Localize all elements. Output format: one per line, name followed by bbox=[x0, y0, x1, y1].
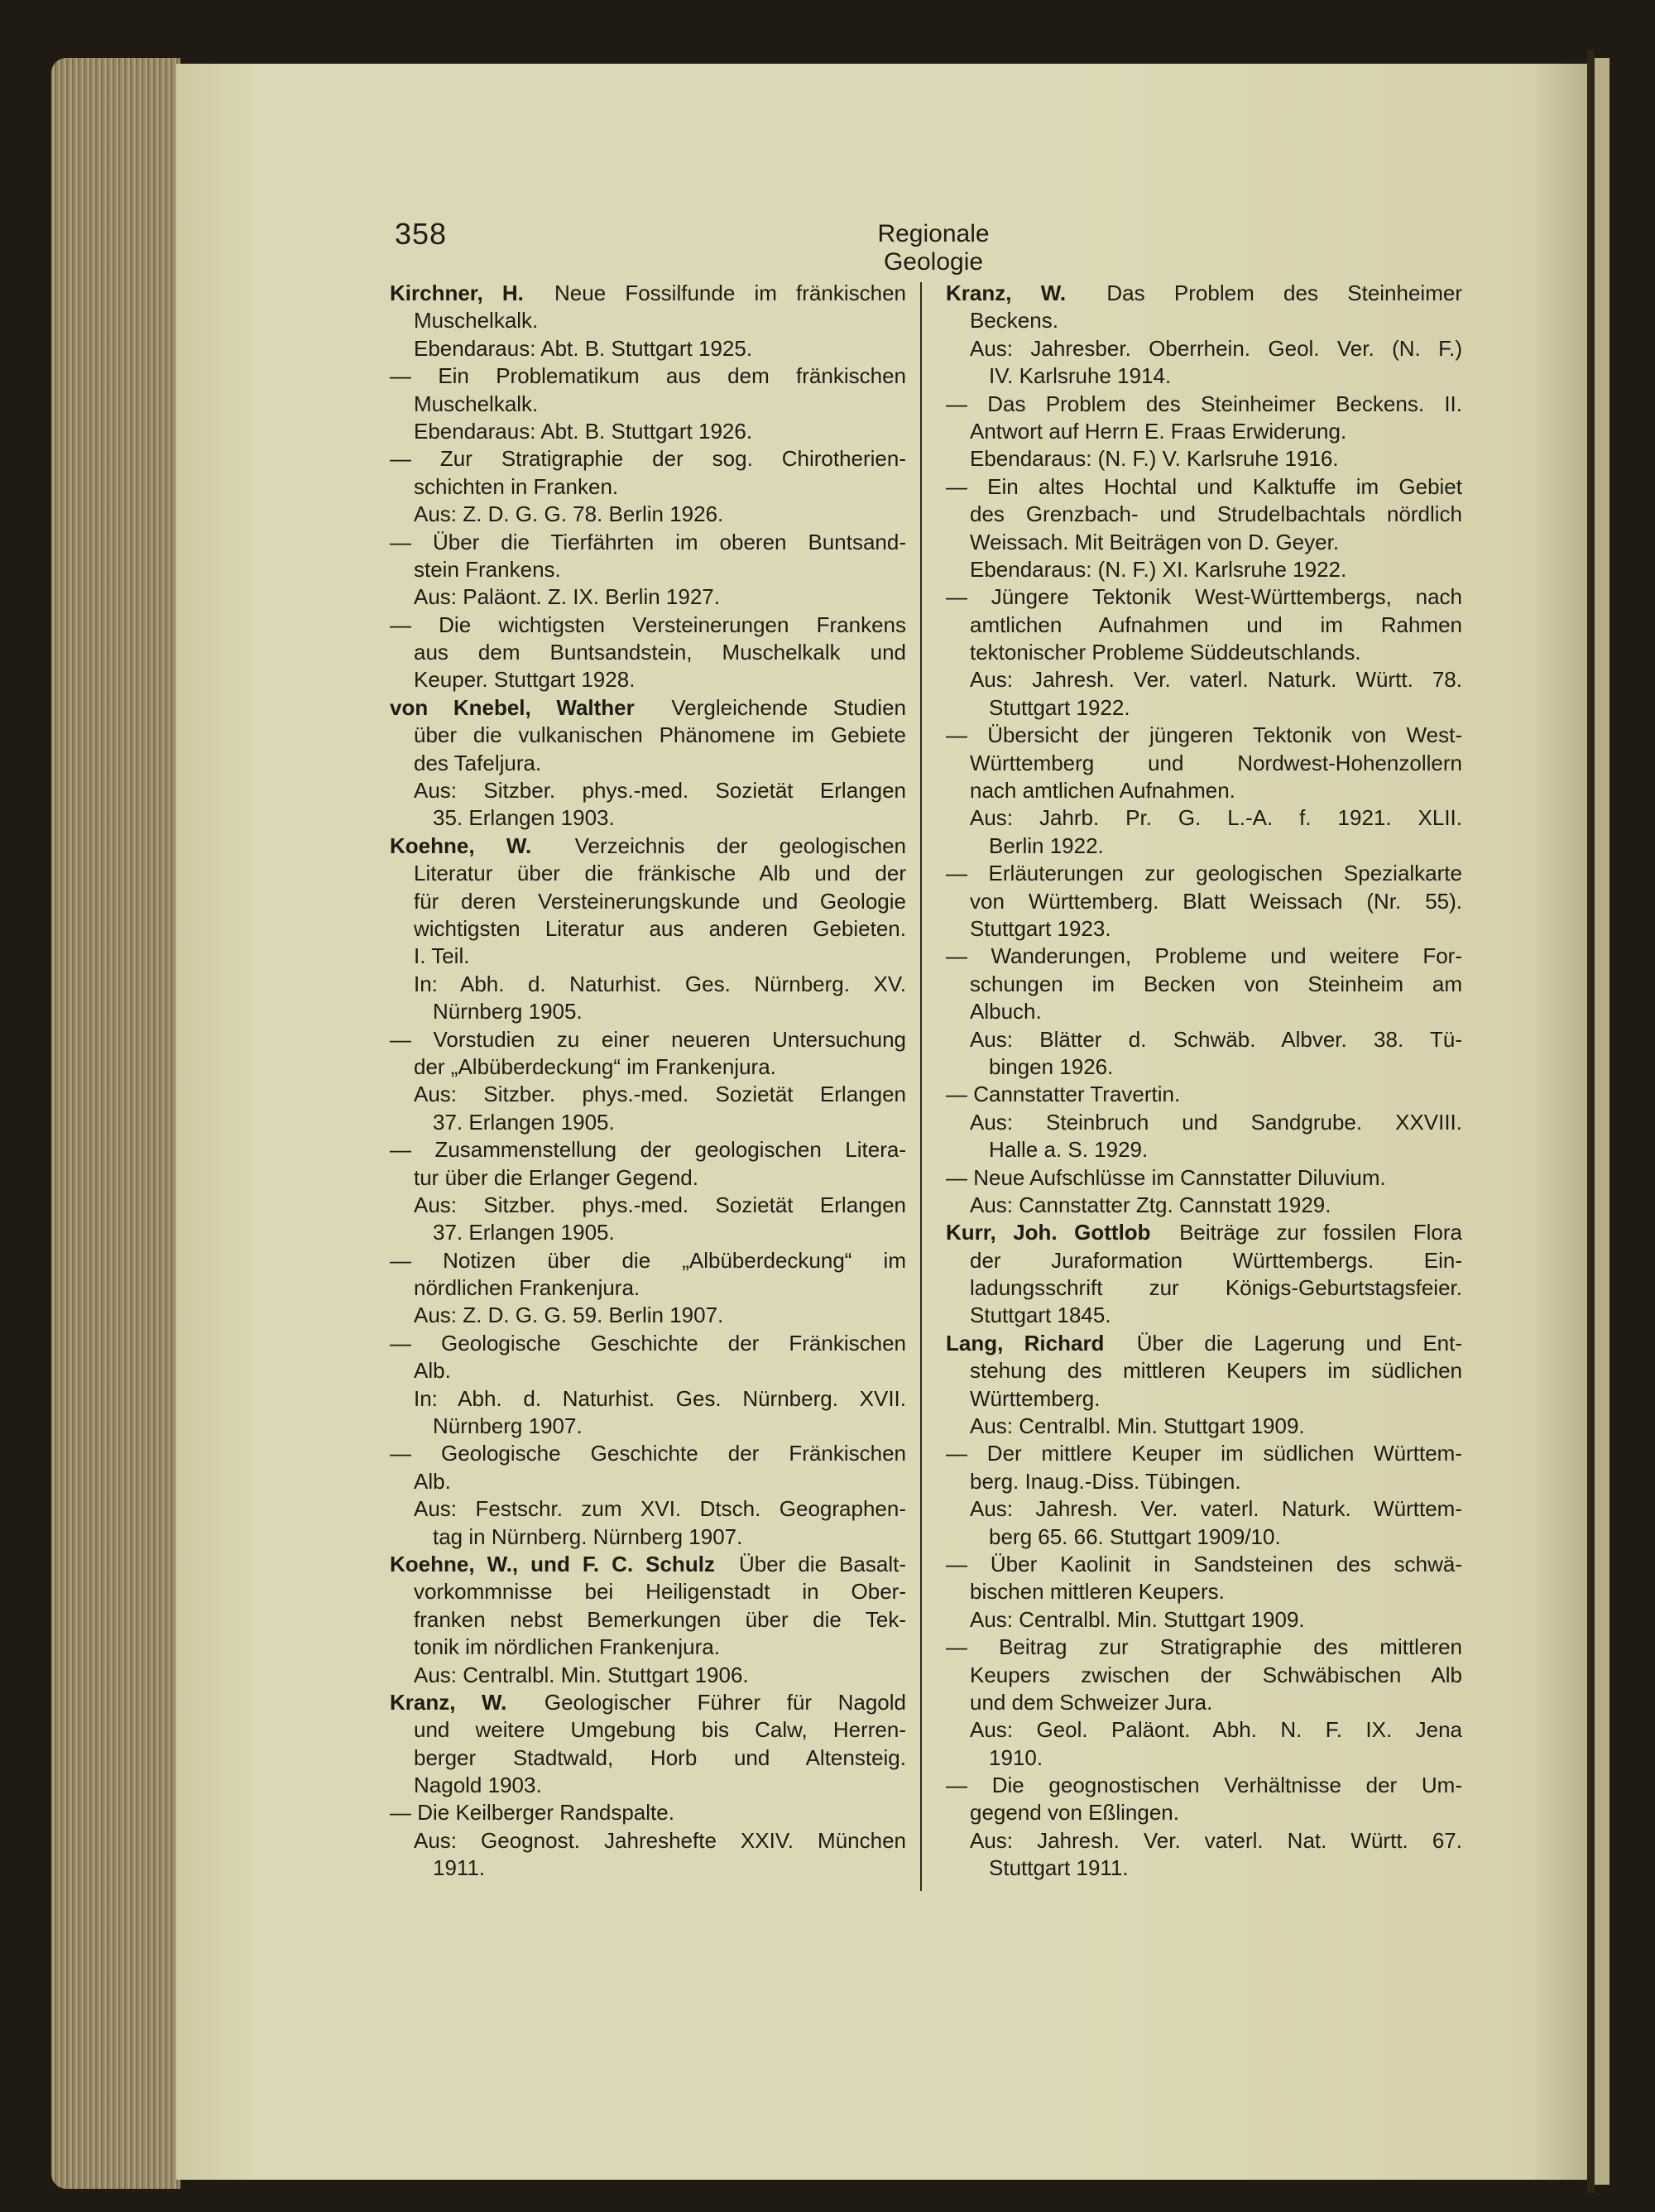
entry-title-text: Württemberg. bbox=[970, 1385, 1101, 1411]
entry-title-line bbox=[390, 694, 906, 722]
entry-title-text: Geologischer Führer für Nagold bbox=[544, 1689, 906, 1715]
entry-title-continuation bbox=[390, 1772, 906, 1799]
bibliography-entry bbox=[946, 722, 1462, 860]
bibliography-entry bbox=[390, 362, 906, 445]
entry-title-line bbox=[390, 445, 906, 473]
entry-title-text: — Geologische Geschichte der Fränkischen bbox=[390, 1441, 906, 1466]
bibliography-entry bbox=[390, 1136, 906, 1247]
entry-title-text: Württemberg und Nordwest-Hohenzollern bbox=[970, 750, 1462, 775]
entry-title-continuation bbox=[390, 639, 906, 666]
bibliography-entry bbox=[946, 280, 1462, 391]
entry-title-line bbox=[390, 280, 906, 307]
entry-title-continuation bbox=[390, 1357, 906, 1384]
entry-title-line bbox=[946, 1772, 1462, 1799]
entry-title-continuation bbox=[390, 1634, 906, 1661]
page-number: 358 bbox=[395, 217, 448, 251]
entry-source-line: Stuttgart 1922. bbox=[989, 694, 1130, 720]
entry-title-text: — Über die Tierfährten im oberen Buntsand- bbox=[390, 529, 906, 554]
entry-title-continuation bbox=[946, 915, 1462, 943]
entry-title-continuation bbox=[946, 1274, 1462, 1302]
entry-title-line bbox=[946, 583, 1462, 611]
entry-title-text: Literatur über die fränkische Alb und der bbox=[414, 861, 906, 886]
entry-title-continuation bbox=[946, 529, 1462, 556]
entry-title-text: I. Teil. bbox=[414, 943, 470, 969]
entry-title-continuation bbox=[390, 391, 906, 418]
entry-source-line: 35. Erlangen 1903. bbox=[433, 805, 615, 831]
bibliography-entry bbox=[946, 1330, 1462, 1441]
entry-title-continuation bbox=[390, 722, 906, 749]
entry-source-line: IV. Karlsruhe 1914. bbox=[989, 363, 1172, 389]
entry-title-line bbox=[390, 1330, 906, 1357]
entry-title-text: — Beitrag zur Stratigraphie des mittleren bbox=[946, 1634, 1462, 1660]
bibliography-entry bbox=[390, 1330, 906, 1441]
entry-author: Kranz, W. bbox=[390, 1689, 507, 1715]
entry-source-line: 37. Erlangen 1905. bbox=[433, 1220, 615, 1245]
entry-author: Kirchner, H. bbox=[390, 281, 524, 305]
entry-title-text: — Zusammenstellung der geologischen Litera- bbox=[390, 1137, 906, 1163]
entry-title-line bbox=[946, 860, 1462, 887]
bibliography-entry bbox=[390, 612, 906, 694]
bibliography-entry bbox=[946, 1440, 1462, 1551]
column-divider bbox=[920, 282, 922, 1891]
entry-title-line bbox=[946, 391, 1462, 418]
entry-title-continuation bbox=[946, 1689, 1462, 1716]
entry-title-text: — Notizen über die „Albüberdeckung“ im bbox=[390, 1247, 906, 1273]
entry-author: Kranz, W. bbox=[946, 281, 1067, 305]
entry-source-line: Aus: Centralbl. Min. Stuttgart 1909. bbox=[970, 1606, 1305, 1632]
entry-author: Kurr, Joh. Gottlob bbox=[946, 1220, 1151, 1245]
entry-title-continuation bbox=[390, 556, 906, 583]
entry-title-text: Muschelkalk. bbox=[414, 391, 539, 416]
entry-source-line: berg 65. 66. Stuttgart 1909/10. bbox=[989, 1523, 1281, 1549]
entry-title-continuation bbox=[390, 888, 906, 915]
entry-title-continuation bbox=[390, 1274, 906, 1302]
entry-source-line: tag in Nürnberg. Nürnberg 1907. bbox=[433, 1523, 743, 1549]
entry-title-continuation bbox=[946, 1247, 1462, 1274]
bibliography-entry bbox=[946, 583, 1462, 722]
entry-title-text: des Grenzbach- und Strudelbachtals nördlich bbox=[970, 501, 1462, 527]
entry-title-text: Über die Basalt- bbox=[738, 1551, 906, 1576]
entry-source-line: Ebendaraus: (N. F.) V. Karlsruhe 1916. bbox=[970, 446, 1339, 472]
entry-title-text: der „Albüberdeckung“ im Frankenjura. bbox=[414, 1053, 776, 1079]
bibliography-entry bbox=[946, 1081, 1462, 1164]
entry-title-line bbox=[390, 1799, 906, 1826]
entry-title-text: — Wanderungen, Probleme und weitere For- bbox=[946, 943, 1462, 969]
entry-title-text: nach amtlichen Aufnahmen. bbox=[970, 778, 1235, 804]
entry-title-text: Stuttgart 1923. bbox=[970, 915, 1111, 941]
entry-title-continuation bbox=[946, 750, 1462, 777]
entry-title-line bbox=[390, 1551, 906, 1578]
entry-title-line bbox=[390, 612, 906, 639]
entry-title-text: ladungsschrift zur Königs-Geburtstagsfeier. bbox=[970, 1275, 1462, 1301]
bibliography-entry bbox=[390, 1689, 906, 1800]
entry-source-line: Aus: Blätter d. Schwäb. Albver. 38. Tü- bbox=[970, 1026, 1462, 1052]
entry-title-line bbox=[390, 1247, 906, 1274]
entry-title-text: Alb. bbox=[414, 1468, 451, 1494]
entry-source-line: Nürnberg 1905. bbox=[433, 999, 583, 1024]
entry-title-text: — Erläuterungen zur geologischen Spezialkarte bbox=[946, 861, 1462, 886]
bibliography-entry bbox=[390, 694, 906, 832]
bibliography-entry bbox=[946, 1219, 1462, 1330]
entry-title-continuation bbox=[390, 1053, 906, 1081]
entry-title-text: tonik im nördlichen Frankenjura. bbox=[414, 1634, 720, 1660]
entry-title-text: Verzeichnis der geologischen bbox=[574, 832, 906, 858]
entry-title-text: und dem Schweizer Jura. bbox=[970, 1689, 1213, 1715]
entry-source-line: 1910. bbox=[989, 1744, 1043, 1770]
entry-title-text: Das Problem des Steinheimer bbox=[1106, 281, 1462, 305]
entry-source-line: Aus: Sitzber. phys.-med. Sozietät Erlangen bbox=[414, 1192, 906, 1217]
entry-title-text: wichtigsten Literatur aus anderen Gebieten. bbox=[414, 915, 906, 941]
entry-title-continuation bbox=[390, 1744, 906, 1772]
entry-title-text: Keuper. Stuttgart 1928. bbox=[414, 667, 636, 693]
entry-source-line: Aus: Sitzber. phys.-med. Sozietät Erlangen bbox=[414, 778, 906, 804]
bibliography-column-right bbox=[946, 280, 1462, 1883]
entry-source-line: Stuttgart 1911. bbox=[989, 1855, 1129, 1881]
entry-author: Koehne, W., und F. C. Schulz bbox=[390, 1551, 715, 1576]
entry-title-text: über die vulkanischen Phänomene im Gebiete bbox=[414, 722, 906, 748]
entry-title-continuation bbox=[946, 307, 1462, 334]
entry-title-line bbox=[390, 1136, 906, 1164]
entry-title-continuation bbox=[390, 860, 906, 887]
entry-title-line bbox=[390, 1026, 906, 1053]
entry-title-line bbox=[946, 1634, 1462, 1661]
entry-title-text: Keupers zwischen der Schwäbischen Alb bbox=[970, 1662, 1462, 1687]
entry-source-line: Nürnberg 1907. bbox=[433, 1413, 583, 1439]
entry-title-text: — Jüngere Tektonik West-Württembergs, nach bbox=[946, 584, 1462, 610]
entry-title-text: gegend von Eßlingen. bbox=[970, 1800, 1179, 1826]
entry-title-text: stein Frankens. bbox=[414, 556, 561, 582]
entry-title-text: tektonischer Probleme Süddeutschlands. bbox=[970, 640, 1361, 665]
entry-title-continuation bbox=[390, 666, 906, 693]
entry-title-text: — Über Kaolinit in Sandsteinen des schwä- bbox=[946, 1551, 1462, 1576]
entry-source-line: Aus: Geognost. Jahreshefte XXIV. München bbox=[414, 1827, 906, 1853]
bibliography-entry bbox=[390, 280, 906, 362]
entry-title-continuation bbox=[946, 1302, 1462, 1329]
entry-title-continuation bbox=[946, 971, 1462, 998]
entry-source-line: Ebendaraus: Abt. B. Stuttgart 1926. bbox=[414, 418, 753, 444]
entry-source-line: In: Abh. d. Naturhist. Ges. Nürnberg. XV. bbox=[414, 971, 906, 996]
entry-title-text: tur über die Erlanger Gegend. bbox=[414, 1164, 698, 1190]
entry-title-continuation bbox=[946, 418, 1462, 445]
entry-title-line bbox=[946, 943, 1462, 970]
entry-title-line bbox=[390, 832, 906, 860]
bibliography-entry bbox=[946, 1634, 1462, 1772]
bibliography-entry bbox=[946, 1551, 1462, 1634]
entry-title-line bbox=[946, 1081, 1462, 1108]
entry-title-text: Weissach. Mit Beiträgen von D. Geyer. bbox=[970, 529, 1340, 554]
entry-title-text: stehung des mittleren Keupers im südlichen bbox=[970, 1358, 1462, 1384]
entry-title-text: bischen mittleren Keupers. bbox=[970, 1579, 1225, 1605]
entry-title-line bbox=[946, 722, 1462, 749]
entry-title-text: und weitere Umgebung bis Calw, Herren- bbox=[414, 1717, 906, 1743]
bibliography-entry bbox=[390, 1247, 906, 1330]
entry-title-text: Albuch. bbox=[970, 999, 1042, 1024]
entry-title-text: franken nebst Bemerkungen über die Tek- bbox=[414, 1606, 906, 1632]
entry-title-line bbox=[946, 1440, 1462, 1467]
entry-title-text: Neue Fossilfunde im fränkischen bbox=[554, 281, 906, 305]
entry-title-continuation bbox=[946, 1799, 1462, 1826]
entry-title-continuation bbox=[390, 1716, 906, 1744]
book-gutter bbox=[1587, 50, 1595, 2193]
entry-title-text: Stuttgart 1845. bbox=[970, 1303, 1111, 1328]
entry-title-text: — Das Problem des Steinheimer Beckens. II. bbox=[946, 391, 1462, 416]
entry-source-line: In: Abh. d. Naturhist. Ges. Nürnberg. XVII. bbox=[414, 1385, 906, 1411]
entry-author: Koehne, W. bbox=[390, 832, 532, 858]
entry-title-continuation bbox=[390, 307, 906, 334]
entry-title-text: Beiträge zur fossilen Flora bbox=[1179, 1220, 1462, 1245]
entry-source-line: Aus: Centralbl. Min. Stuttgart 1909. bbox=[970, 1413, 1305, 1439]
entry-title-text: Muschelkalk. bbox=[414, 308, 539, 333]
entry-title-continuation bbox=[390, 943, 906, 970]
entry-title-text: Über die Lagerung und Ent- bbox=[1136, 1330, 1462, 1356]
entry-title-text: Nagold 1903. bbox=[414, 1773, 542, 1798]
entry-title-continuation bbox=[390, 1164, 906, 1192]
entry-title-continuation bbox=[390, 1468, 906, 1495]
entry-source-line: Aus: Cannstatter Ztg. Cannstatt 1929. bbox=[970, 1192, 1331, 1217]
entry-title-continuation bbox=[946, 998, 1462, 1025]
bibliography-entry bbox=[946, 391, 1462, 473]
entry-source-line: Ebendaraus: (N. F.) XI. Karlsruhe 1922. bbox=[970, 556, 1347, 582]
entry-title-text: — Ein Problematikum aus dem fränkischen bbox=[390, 363, 906, 389]
entry-title-text: schungen im Becken von Steinheim am bbox=[970, 971, 1462, 996]
entry-source-line: 1911. bbox=[433, 1855, 486, 1881]
entry-title-continuation bbox=[946, 501, 1462, 528]
entry-title-text: — Zur Stratigraphie der sog. Chirotherien- bbox=[390, 446, 906, 472]
entry-title-text: — Die geognostischen Verhältnisse der Um- bbox=[946, 1773, 1462, 1798]
entry-title-text: berger Stadtwald, Horb und Altensteig. bbox=[414, 1744, 906, 1770]
entry-title-text: schichten in Franken. bbox=[414, 473, 619, 499]
entry-title-text: der Juraformation Württembergs. Ein- bbox=[970, 1247, 1462, 1273]
entry-source-line: Halle a. S. 1929. bbox=[989, 1137, 1149, 1163]
entry-title-text: — Geologische Geschichte der Fränkischen bbox=[390, 1330, 906, 1356]
entry-title-line bbox=[390, 1440, 906, 1467]
entry-source-line: Aus: Centralbl. Min. Stuttgart 1906. bbox=[414, 1662, 749, 1687]
entry-title-text: Beckens. bbox=[970, 308, 1058, 333]
entry-title-continuation bbox=[946, 888, 1462, 915]
entry-source-line: Aus: Jahrb. Pr. G. L.-A. f. 1921. XLII. bbox=[970, 805, 1462, 831]
entry-source-line: Ebendaraus: Abt. B. Stuttgart 1925. bbox=[414, 335, 753, 361]
entry-title-text: von Württemberg. Blatt Weissach (Nr. 55). bbox=[970, 888, 1462, 914]
entry-title-continuation bbox=[390, 915, 906, 943]
entry-title-line bbox=[946, 1219, 1462, 1246]
entry-title-text: — Die Keilberger Randspalte. bbox=[390, 1800, 674, 1826]
entry-source-line: 37. Erlangen 1905. bbox=[433, 1109, 615, 1135]
bibliography-entry bbox=[946, 1164, 1462, 1220]
entry-title-text: nördlichen Frankenjura. bbox=[414, 1275, 640, 1301]
bibliography-entry bbox=[390, 1026, 906, 1137]
entry-source-line: Aus: Z. D. G. G. 78. Berlin 1926. bbox=[414, 501, 724, 527]
entry-source-line: Aus: Jahresh. Ver. vaterl. Nat. Württ. 67. bbox=[970, 1827, 1462, 1853]
book-page-edges bbox=[51, 58, 180, 2189]
entry-title-text: — Neue Aufschlüsse im Cannstatter Diluvium. bbox=[946, 1164, 1386, 1190]
entry-title-text: amtlichen Aufnahmen und im Rahmen bbox=[970, 612, 1462, 637]
bibliography-entry bbox=[946, 943, 1462, 1081]
entry-title-continuation bbox=[946, 1578, 1462, 1605]
entry-source-line: Aus: Jahresber. Oberrhein. Geol. Ver. (N. F.) bbox=[970, 335, 1462, 361]
bibliography-column-left bbox=[390, 280, 906, 1883]
entry-title-continuation bbox=[390, 473, 906, 501]
entry-title-line bbox=[946, 473, 1462, 501]
entry-title-text: Antwort auf Herrn E. Fraas Erwiderung. bbox=[970, 418, 1347, 444]
bibliography-entry bbox=[390, 1799, 906, 1882]
entry-title-continuation bbox=[946, 1357, 1462, 1384]
entry-author: von Knebel, Walther bbox=[390, 694, 635, 720]
entry-title-text: — Die wichtigsten Versteinerungen Frankens bbox=[390, 612, 906, 637]
entry-source-line: Aus: Festschr. zum XVI. Dtsch. Geographen- bbox=[414, 1496, 906, 1522]
entry-source-line: bingen 1926. bbox=[989, 1053, 1114, 1079]
entry-title-continuation bbox=[946, 1385, 1462, 1413]
entry-title-text: Alb. bbox=[414, 1358, 451, 1384]
entry-source-line: Aus: Jahresh. Ver. vaterl. Naturk. Württ. 78. bbox=[970, 667, 1462, 693]
entry-title-line bbox=[390, 362, 906, 390]
entry-source-line: Aus: Paläont. Z. IX. Berlin 1927. bbox=[414, 584, 720, 610]
running-title: Regionale Geologie bbox=[877, 220, 990, 276]
facing-page-edge bbox=[1595, 58, 1609, 2185]
entry-title-text: vorkommnisse bei Heiligenstadt in Ober- bbox=[414, 1579, 906, 1605]
entry-title-continuation bbox=[390, 1578, 906, 1605]
bibliography-entry bbox=[390, 445, 906, 528]
bibliography-entry bbox=[390, 832, 906, 1026]
entry-title-continuation bbox=[946, 1662, 1462, 1689]
entry-source-line: Aus: Sitzber. phys.-med. Sozietät Erlangen bbox=[414, 1082, 906, 1107]
entry-title-line bbox=[390, 529, 906, 556]
bibliography-entry bbox=[390, 529, 906, 612]
entry-title-text: für deren Versteinerungskunde und Geologie bbox=[414, 888, 906, 914]
entry-title-continuation bbox=[946, 612, 1462, 639]
entry-title-line bbox=[946, 1164, 1462, 1192]
bibliography-entry bbox=[390, 1551, 906, 1689]
entry-source-line: Aus: Geol. Paläont. Abh. N. F. IX. Jena bbox=[970, 1717, 1462, 1743]
entry-title-line bbox=[390, 1689, 906, 1716]
entry-source-line: Berlin 1922. bbox=[989, 832, 1104, 858]
entry-title-continuation bbox=[390, 1606, 906, 1634]
entry-title-text: — Übersicht der jüngeren Tektonik von West- bbox=[946, 722, 1462, 748]
entry-title-line bbox=[946, 1551, 1462, 1578]
bibliography-entry bbox=[946, 1772, 1462, 1883]
entry-title-text: — Cannstatter Travertin. bbox=[946, 1082, 1181, 1107]
entry-title-text: — Ein altes Hochtal und Kalktuffe im Gebiet bbox=[946, 473, 1462, 499]
entry-source-line: Aus: Jahresh. Ver. vaterl. Naturk. Württem- bbox=[970, 1496, 1462, 1522]
entry-title-text: — Vorstudien zu einer neueren Untersuchung bbox=[390, 1026, 906, 1052]
bibliography-entry bbox=[946, 473, 1462, 584]
bibliography-entry bbox=[946, 860, 1462, 943]
entry-title-continuation bbox=[390, 750, 906, 777]
entry-title-text: Vergleichende Studien bbox=[671, 694, 906, 720]
entry-title-continuation bbox=[946, 1468, 1462, 1495]
entry-source-line: Aus: Z. D. G. G. 59. Berlin 1907. bbox=[414, 1303, 724, 1328]
entry-title-continuation bbox=[946, 777, 1462, 804]
entry-author: Lang, Richard bbox=[946, 1330, 1105, 1356]
entry-title-text: — Der mittlere Keuper im südlichen Württem- bbox=[946, 1441, 1462, 1466]
entry-title-line bbox=[946, 280, 1462, 307]
entry-title-text: aus dem Buntsandstein, Muschelkalk und bbox=[414, 640, 906, 665]
entry-source-line: Aus: Steinbruch und Sandgrube. XXVIII. bbox=[970, 1109, 1462, 1135]
bibliography-entry bbox=[390, 1440, 906, 1551]
entry-title-line bbox=[946, 1330, 1462, 1357]
entry-title-text: des Tafeljura. bbox=[414, 750, 542, 775]
entry-title-continuation bbox=[946, 639, 1462, 666]
entry-title-text: berg. Inaug.-Diss. Tübingen. bbox=[970, 1468, 1241, 1494]
